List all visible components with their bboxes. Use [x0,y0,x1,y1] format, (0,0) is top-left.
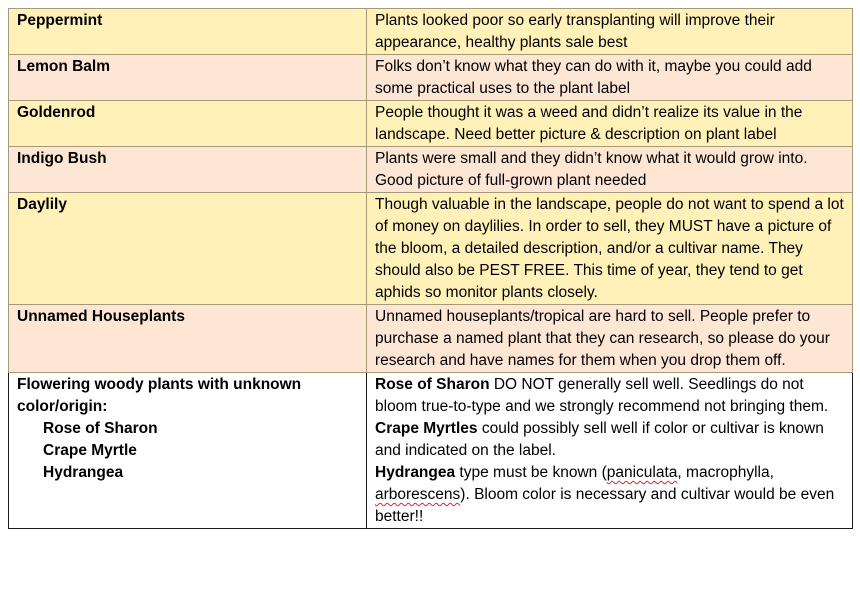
plant-note: Plants looked poor so early transplanting will improve their appearance, healthy plants sale best [375,12,775,51]
spellcheck-word[interactable]: paniculata [606,464,678,481]
hydrangea-name: Hydrangea [375,464,456,481]
table-row [9,55,853,101]
plant-name-cell [9,193,367,305]
plant-note: Plants were small and they didn’t know what it would grow into. Good picture of full-grown plant needed [375,150,808,189]
plant-name: Unnamed Houseplants [17,308,185,325]
plant-note: Unnamed houseplants/tropical are hard to sell. People prefer to purchase a named plant that they can research, so please do your research and have names for them when you drop them off. [375,308,830,369]
woody-plant-list [17,418,358,484]
table-row-woody-plants [9,373,853,529]
plant-note-cell [367,9,853,55]
woody-heading: Flowering woody plants with unknown color/origin: [17,376,302,415]
crape-myrtle-text: could possibly sell well if color or cultivar is known and indicated on the label. [375,420,824,459]
list-item: Crape Myrtle [43,442,137,459]
table-row [9,305,853,373]
plant-note-cell [367,193,853,305]
plant-feedback-table [8,8,853,529]
list-item: Hydrangea [43,464,124,481]
plant-name-cell [9,373,367,529]
crape-myrtle-note [375,418,844,462]
plant-note-cell [367,373,853,529]
plant-note: Folks don’t know what they can do with it, maybe you could add some practical uses to the plant label [375,58,812,97]
hydrangea-note [375,462,844,528]
plant-name: Daylily [17,196,67,213]
table-row [9,193,853,305]
rose-of-sharon-note [375,374,844,418]
plant-note: People thought it was a weed and didn’t realize its value in the landscape. Need better picture & description on plant label [375,104,803,143]
plant-note-cell [367,305,853,373]
hydrangea-text-b: , macrophylla, [677,464,774,481]
rose-of-sharon-name: Rose of Sharon [375,376,490,393]
plant-name-cell [9,9,367,55]
plant-name-cell [9,147,367,193]
plant-note-cell [367,147,853,193]
plant-note-cell [367,55,853,101]
spellcheck-word[interactable]: arborescens [375,486,461,503]
list-item: Rose of Sharon [43,420,158,437]
rose-of-sharon-text: DO NOT generally sell well. Seedlings do not bloom true-to-type and we strongly recommend not bringing them. [375,376,829,415]
plant-note: Though valuable in the landscape, people do not want to spend a lot of money on daylilies. In order to sell, they MUST have a picture of the bloom, a detailed description, and/or a cultivar name. They should also be PEST FREE. This time of year, they tend to get aphids so monitor plants closely. [375,196,844,301]
table-row [9,147,853,193]
hydrangea-text-a: type must be known ( [455,464,607,481]
plant-name: Peppermint [17,12,103,29]
plant-name: Indigo Bush [17,150,107,167]
crape-myrtle-name: Crape Myrtles [375,420,478,437]
plant-name: Goldenrod [17,104,96,121]
plant-name-cell [9,305,367,373]
plant-name-cell [9,101,367,147]
plant-name: Lemon Balm [17,58,111,75]
hydrangea-text-c: ). Bloom color is necessary and cultivar would be even better!! [375,486,835,525]
plant-note-cell [367,101,853,147]
plant-name-cell [9,55,367,101]
table-row [9,101,853,147]
table-row [9,9,853,55]
